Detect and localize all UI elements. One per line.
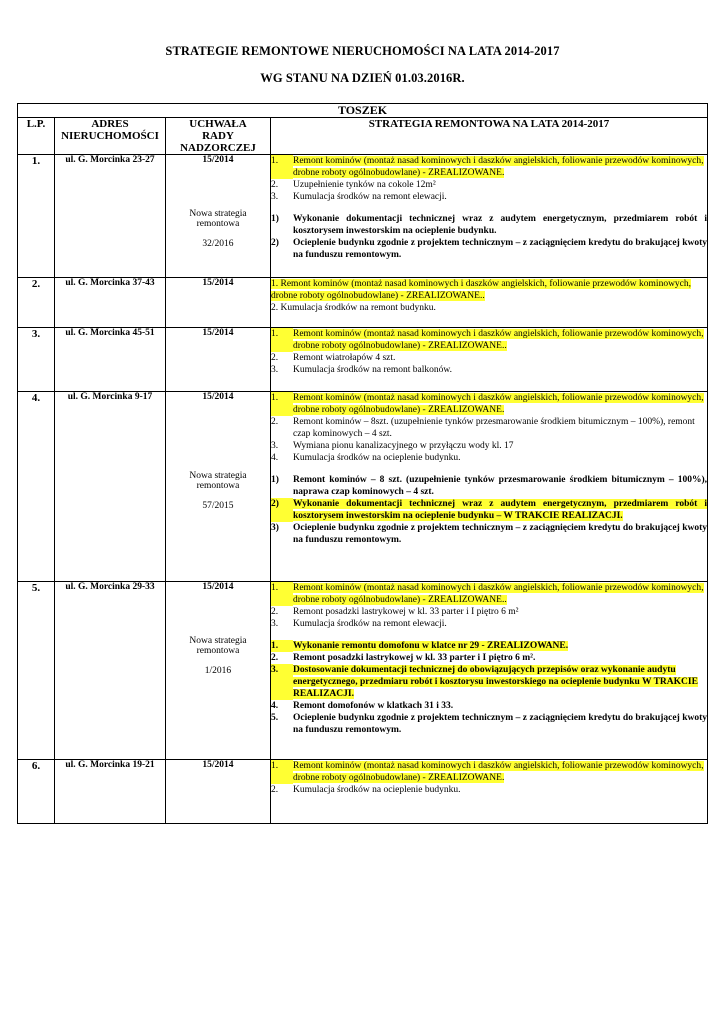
city-row: [18, 104, 708, 118]
row-address: ul. G. Morcinka 19-21: [55, 760, 166, 824]
header-address-line2: NIERUCHOMOŚCI: [61, 130, 159, 142]
list-item: 4. Kumulacja środków na ocieplenie budynku.: [271, 453, 461, 463]
row-lp: 2.: [18, 278, 55, 328]
row-resolution: [166, 328, 271, 392]
row-strategy: [271, 155, 708, 278]
header-row: [18, 118, 708, 155]
row-strategy: [271, 328, 708, 392]
list-item: 3. Kumulacja środków na remont balkonów.: [271, 365, 452, 375]
new-strategy-label-2: remontowa: [196, 481, 240, 491]
row-lp: 3.: [18, 328, 55, 392]
row-resolution: [166, 582, 271, 760]
row-address: ul. G. Morcinka 23-27: [55, 155, 166, 278]
list-item: 1. Wykonanie remontu domofonu w klatce nr 29 - ZREALIZOWANE.: [271, 641, 569, 651]
list-item: 3. Kumulacja środków na remont elewacji.: [271, 619, 447, 629]
list-item: 2. Remont posadzki lastrykowej w kl. 33 parter i I piętro 6 m²: [271, 607, 519, 617]
row-strategy: [271, 392, 708, 582]
new-strategy-label-2: remontowa: [196, 646, 240, 656]
new-resolution-number: 57/2015: [202, 501, 234, 511]
list-item: 2. Remont wiatrołapów 4 szt.: [271, 353, 396, 363]
row-lp: 4.: [18, 392, 55, 582]
new-strategy-label-2: remontowa: [196, 219, 240, 229]
row-address: ul. G. Morcinka 9-17: [55, 392, 166, 582]
document-date-subtitle: WG STANU NA DZIEŃ 01.03.2016R.: [260, 71, 465, 85]
resolution-number: 15/2014: [202, 582, 234, 592]
row-lp: 5.: [18, 582, 55, 760]
row-address: ul. G. Morcinka 29-33: [55, 582, 166, 760]
header-address-line1: ADRES: [91, 118, 129, 130]
list-item: 1) Remont kominów – 8 szt. (uzupełnienie tynków przesmarowanie środkiem bitumicznym – 100%), naprawa czap kominowych – 4 szt.: [271, 475, 708, 497]
list-item: 2) Ocieplenie budynku zgodnie z projektem technicznym – z zaciągnięciem kredytu do brakującej kwoty na funduszu remontowym.: [271, 238, 708, 260]
row-strategy: [271, 582, 708, 760]
list-item: 3) Ocieplenie budynku zgodnie z projektem technicznym – z zaciągnięciem kredytu do brakującej kwoty na funduszu remontowym.: [271, 523, 708, 545]
list-item: 2. Uzupełnienie tynków na cokole 12m²: [271, 180, 436, 190]
table-row: [18, 760, 708, 824]
new-strategy-label: Nowa strategia: [189, 636, 247, 646]
table-row: [18, 328, 708, 392]
row-lp: 1.: [18, 155, 55, 278]
list-item: 1. Remont kominów (montaż nasad kominowych i daszków angielskich, foliowanie przewodów kominowych, drobne roboty ogólnobudowlane) - ZREALIZOWANE..: [271, 583, 704, 605]
list-item: 3. Dostosowanie dokumentacji technicznej do obowiązujących przepisów oraz wykonanie audytu energetycznego, przedmiaru robót i kosztorysu inwestorskiego na ocieplenie budynku W TRAKCIE REALIZACJI.: [271, 665, 698, 699]
list-item: 2. Remont posadzki lastrykowej w kl. 33 parter i I piętro 6 m².: [271, 653, 536, 663]
list-item: 1. Remont kominów (montaż nasad kominowych i daszków angielskich, foliowanie przewodów kominowych, drobne roboty ogólnobudowlane) - ZREALIZOWANE..: [271, 329, 704, 351]
new-strategy-label: Nowa strategia: [189, 471, 247, 481]
header-address: [55, 118, 166, 155]
list-item: 3. Kumulacja środków na remont elewacji.: [271, 192, 447, 202]
row-resolution: [166, 760, 271, 824]
list-item: 1. Remont kominów (montaż nasad kominowych i daszków angielskich, foliowanie przewodów kominowych, drobne roboty ogólnobudowlane) - ZREALIZOWANE.: [271, 393, 704, 415]
list-item: 1. Remont kominów (montaż nasad kominowych i daszków angielskich, foliowanie przewodów kominowych, drobne roboty ogólnobudowlane) - ZREALIZOWANE.: [271, 156, 704, 178]
header-resolution-line3: NADZORCZEJ: [180, 142, 256, 154]
row-resolution: [166, 155, 271, 278]
list-item: 1. Remont kominów (montaż nasad kominowych i daszków angielskich, foliowanie przewodów kominowych, drobne roboty ogólnobudowlane) - ZREALIZOWANE..: [271, 279, 692, 301]
resolution-number: 15/2014: [202, 278, 234, 288]
header-resolution-line1: UCHWAŁA: [189, 118, 247, 130]
document-title: STRATEGIE REMONTOWE NIERUCHOMOŚCI NA LATA 2014-2017: [165, 44, 560, 58]
city-name: TOSZEK: [18, 104, 708, 118]
list-item: 1) Wykonanie dokumentacji technicznej wraz z audytem energetycznym, przedmiarem robót i kosztorysem inwestorskim na ocieplenie budynku.: [271, 214, 708, 236]
list-item: 4. Remont domofonów w klatkach 31 i 33.: [271, 701, 454, 711]
resolution-number: 15/2014: [202, 328, 234, 338]
row-address: ul. G. Morcinka 37-43: [55, 278, 166, 328]
header-lp: L.P.: [18, 118, 55, 155]
row-lp: 6.: [18, 760, 55, 824]
table-row: [18, 392, 708, 582]
new-resolution-number: 1/2016: [204, 666, 232, 676]
row-strategy: [271, 760, 708, 824]
header-resolution-line2: RADY: [202, 130, 234, 142]
resolution-number: 15/2014: [202, 392, 234, 402]
list-item: 5. Ocieplenie budynku zgodnie z projektem technicznym – z zaciągnięciem kredytu do brakującej kwoty na funduszu remontowym.: [271, 713, 708, 735]
header-strategy: STRATEGIA REMONTOWA NA LATA 2014-2017: [271, 118, 708, 155]
resolution-number: 15/2014: [202, 155, 234, 165]
row-strategy: [271, 278, 708, 328]
list-item: 2) Wykonanie dokumentacji technicznej wraz z audytem energetycznym, przedmiarem robót i kosztorysem inwestorskim na ocieplenie budynku – W TRAKCIE REALIZACJI.: [271, 499, 708, 521]
header-resolution: [166, 118, 271, 155]
new-resolution-number: 32/2016: [202, 239, 234, 249]
table-row: [18, 278, 708, 328]
row-address: ul. G. Morcinka 45-51: [55, 328, 166, 392]
list-item: 1. Remont kominów (montaż nasad kominowych i daszków angielskich, foliowanie przewodów kominowych, drobne roboty ogólnobudowlane) - ZREALIZOWANE.: [271, 761, 704, 783]
list-item: 2. Kumulacja środków na remont budynku.: [271, 303, 436, 313]
new-strategy-label: Nowa strategia: [189, 209, 247, 219]
table-row: [18, 155, 708, 278]
row-resolution: [166, 278, 271, 328]
strategy-table: [17, 103, 708, 824]
list-item: 2. Remont kominów – 8szt. (uzupełnienie tynków przesmarowanie środkiem bitumicznym – 100%), remont czap kominowych – 4 szt.: [271, 417, 695, 439]
row-resolution: [166, 392, 271, 582]
list-item: 2. Kumulacja środków na ocieplenie budynku.: [271, 785, 461, 795]
table-row: [18, 582, 708, 760]
resolution-number: 15/2014: [202, 760, 234, 770]
list-item: 3. Wymiana pionu kanalizacyjnego w przyłączu wody kl. 17: [271, 441, 514, 451]
